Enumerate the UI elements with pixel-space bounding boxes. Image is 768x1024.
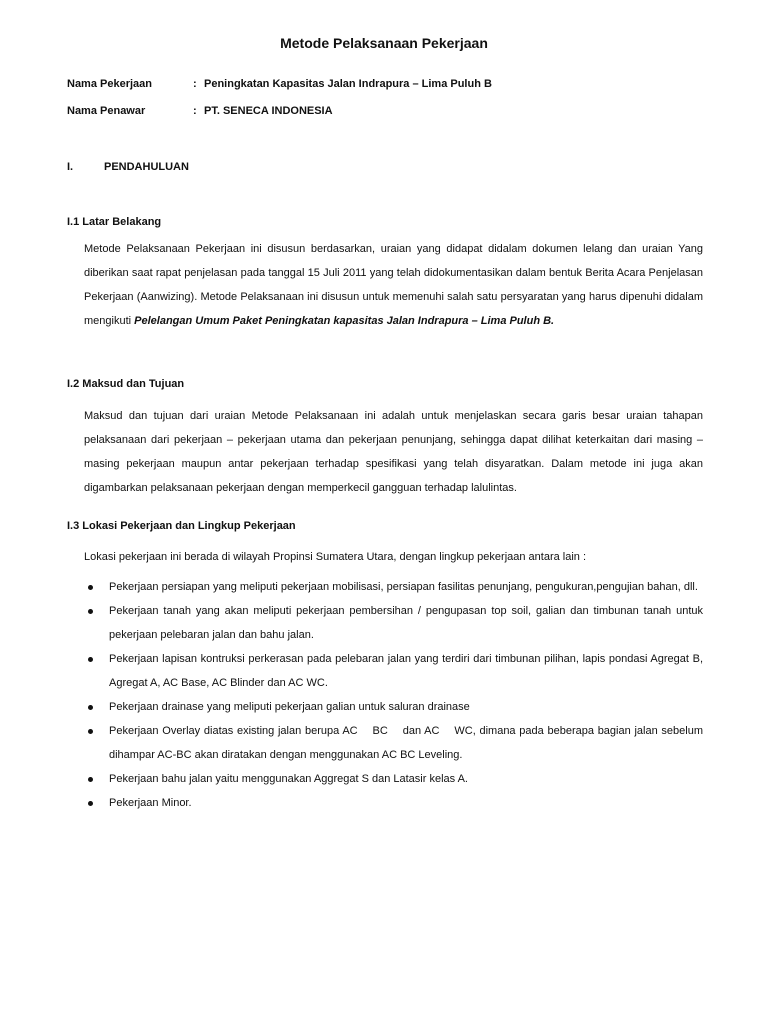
list-item [84,575,703,599]
section-title: PENDAHULUAN [104,161,189,173]
list-item-text: Pekerjaan bahu jalan yaitu menggunakan Aggregat S dan Latasir kelas A. [109,773,468,785]
section-heading-pendahuluan [67,161,189,173]
paragraph-maksud-tujuan: Maksud dan tujuan dari uraian Metode Pelaksanaan ini adalah untuk menjelaskan secara garis besar uraian tahapan pelaksanaan dari pekerjaan – pekerjaan utama dan pekerjaan penunjang, sehingga dapat dilihat keterkaitan dari masing – masing pekerjaan maupun antar pekerjaan terhadap spesifikasi yang telah disyaratkan. Dalam metode ini juga akan digambarkan pelaksanaan pekerjaan dengan memperkecil gangguan terhadap lalulintas. [84,410,703,494]
list-item-text: Pekerjaan Minor. [109,797,192,809]
meta-value: Peningkatan Kapasitas Jalan Indrapura – Lima Puluh B [204,78,492,90]
section-number: I. [67,161,74,173]
list-item [84,791,703,815]
bullet-icon [88,705,93,710]
paragraph-emphasis: Pelelangan Umum Paket Peningkatan kapasitas Jalan Indrapura – Lima Puluh B. [134,315,555,327]
paragraph-lokasi-intro: Lokasi pekerjaan ini berada di wilayah Propinsi Sumatera Utara, dengan lingkup pekerjaan antara lain : [84,551,587,563]
list-item [84,599,703,647]
list-item [84,647,703,695]
bullet-icon [88,777,93,782]
bullet-icon [88,729,93,734]
list-item [84,695,703,719]
meta-label: Nama Pekerjaan [67,78,152,90]
list-item-text: Pekerjaan lapisan kontruksi perkerasan pada pelebaran jalan yang terdiri dari timbunan pilihan, lapis pondasi Agregat B, Agregat A, AC Base, AC Blinder dan AC WC. [109,653,703,689]
sub-heading-lokasi: I.3 Lokasi Pekerjaan dan Lingkup Pekerjaan [67,520,296,532]
list-item-text: Pekerjaan persiapan yang meliputi pekerjaan mobilisasi, persiapan fasilitas penunjang, pengukuran,pengujian bahan, dll. [109,581,698,593]
bullet-icon [88,585,93,590]
list-item-text: Pekerjaan Overlay diatas existing jalan berupa AC BC dan AC WC, dimana pada beberapa bagian jalan sebelum dihampar AC-BC akan diratakan dengan menggunakan AC BC Leveling. [109,725,707,761]
meta-label: Nama Penawar [67,105,146,117]
meta-value: PT. SENECA INDONESIA [204,105,333,117]
bullet-icon [88,657,93,662]
meta-colon: : [193,78,197,90]
scope-bullet-list [84,575,707,815]
paragraph-text: Metode Pelaksanaan Pekerjaan ini disusun berdasarkan, uraian yang didapat didalam dokumen lelang dan uraian Yang diberikan saat rapat penjelasan pada tanggal 15 Juli 2011 yang telah didokumentasikan dalam bentuk Berita Acara Penjelasan Pekerjaan (Aanwizing). Metode Pelaksanaan ini disusun untuk memenuhi salah satu persyaratan yang harus dipenuhi didalam mengikuti [84,243,703,327]
document-title: Metode Pelaksanaan Pekerjaan [280,35,488,51]
sub-heading-latar-belakang: I.1 Latar Belakang [67,216,162,228]
sub-heading-maksud-tujuan: I.2 Maksud dan Tujuan [67,378,185,390]
list-item-text: Pekerjaan tanah yang akan meliputi pekerjaan pembersihan / pengupasan top soil, galian dan timbunan tanah untuk pekerjaan pelebaran jalan dan bahu jalan. [109,605,703,641]
bullet-icon [88,609,93,614]
list-item [84,767,703,791]
bullet-icon [88,801,93,806]
paragraph-latar-belakang [84,237,703,333]
list-item-text: Pekerjaan drainase yang meliputi pekerjaan galian untuk saluran drainase [109,701,470,713]
list-item [84,719,707,767]
meta-colon: : [193,105,197,117]
